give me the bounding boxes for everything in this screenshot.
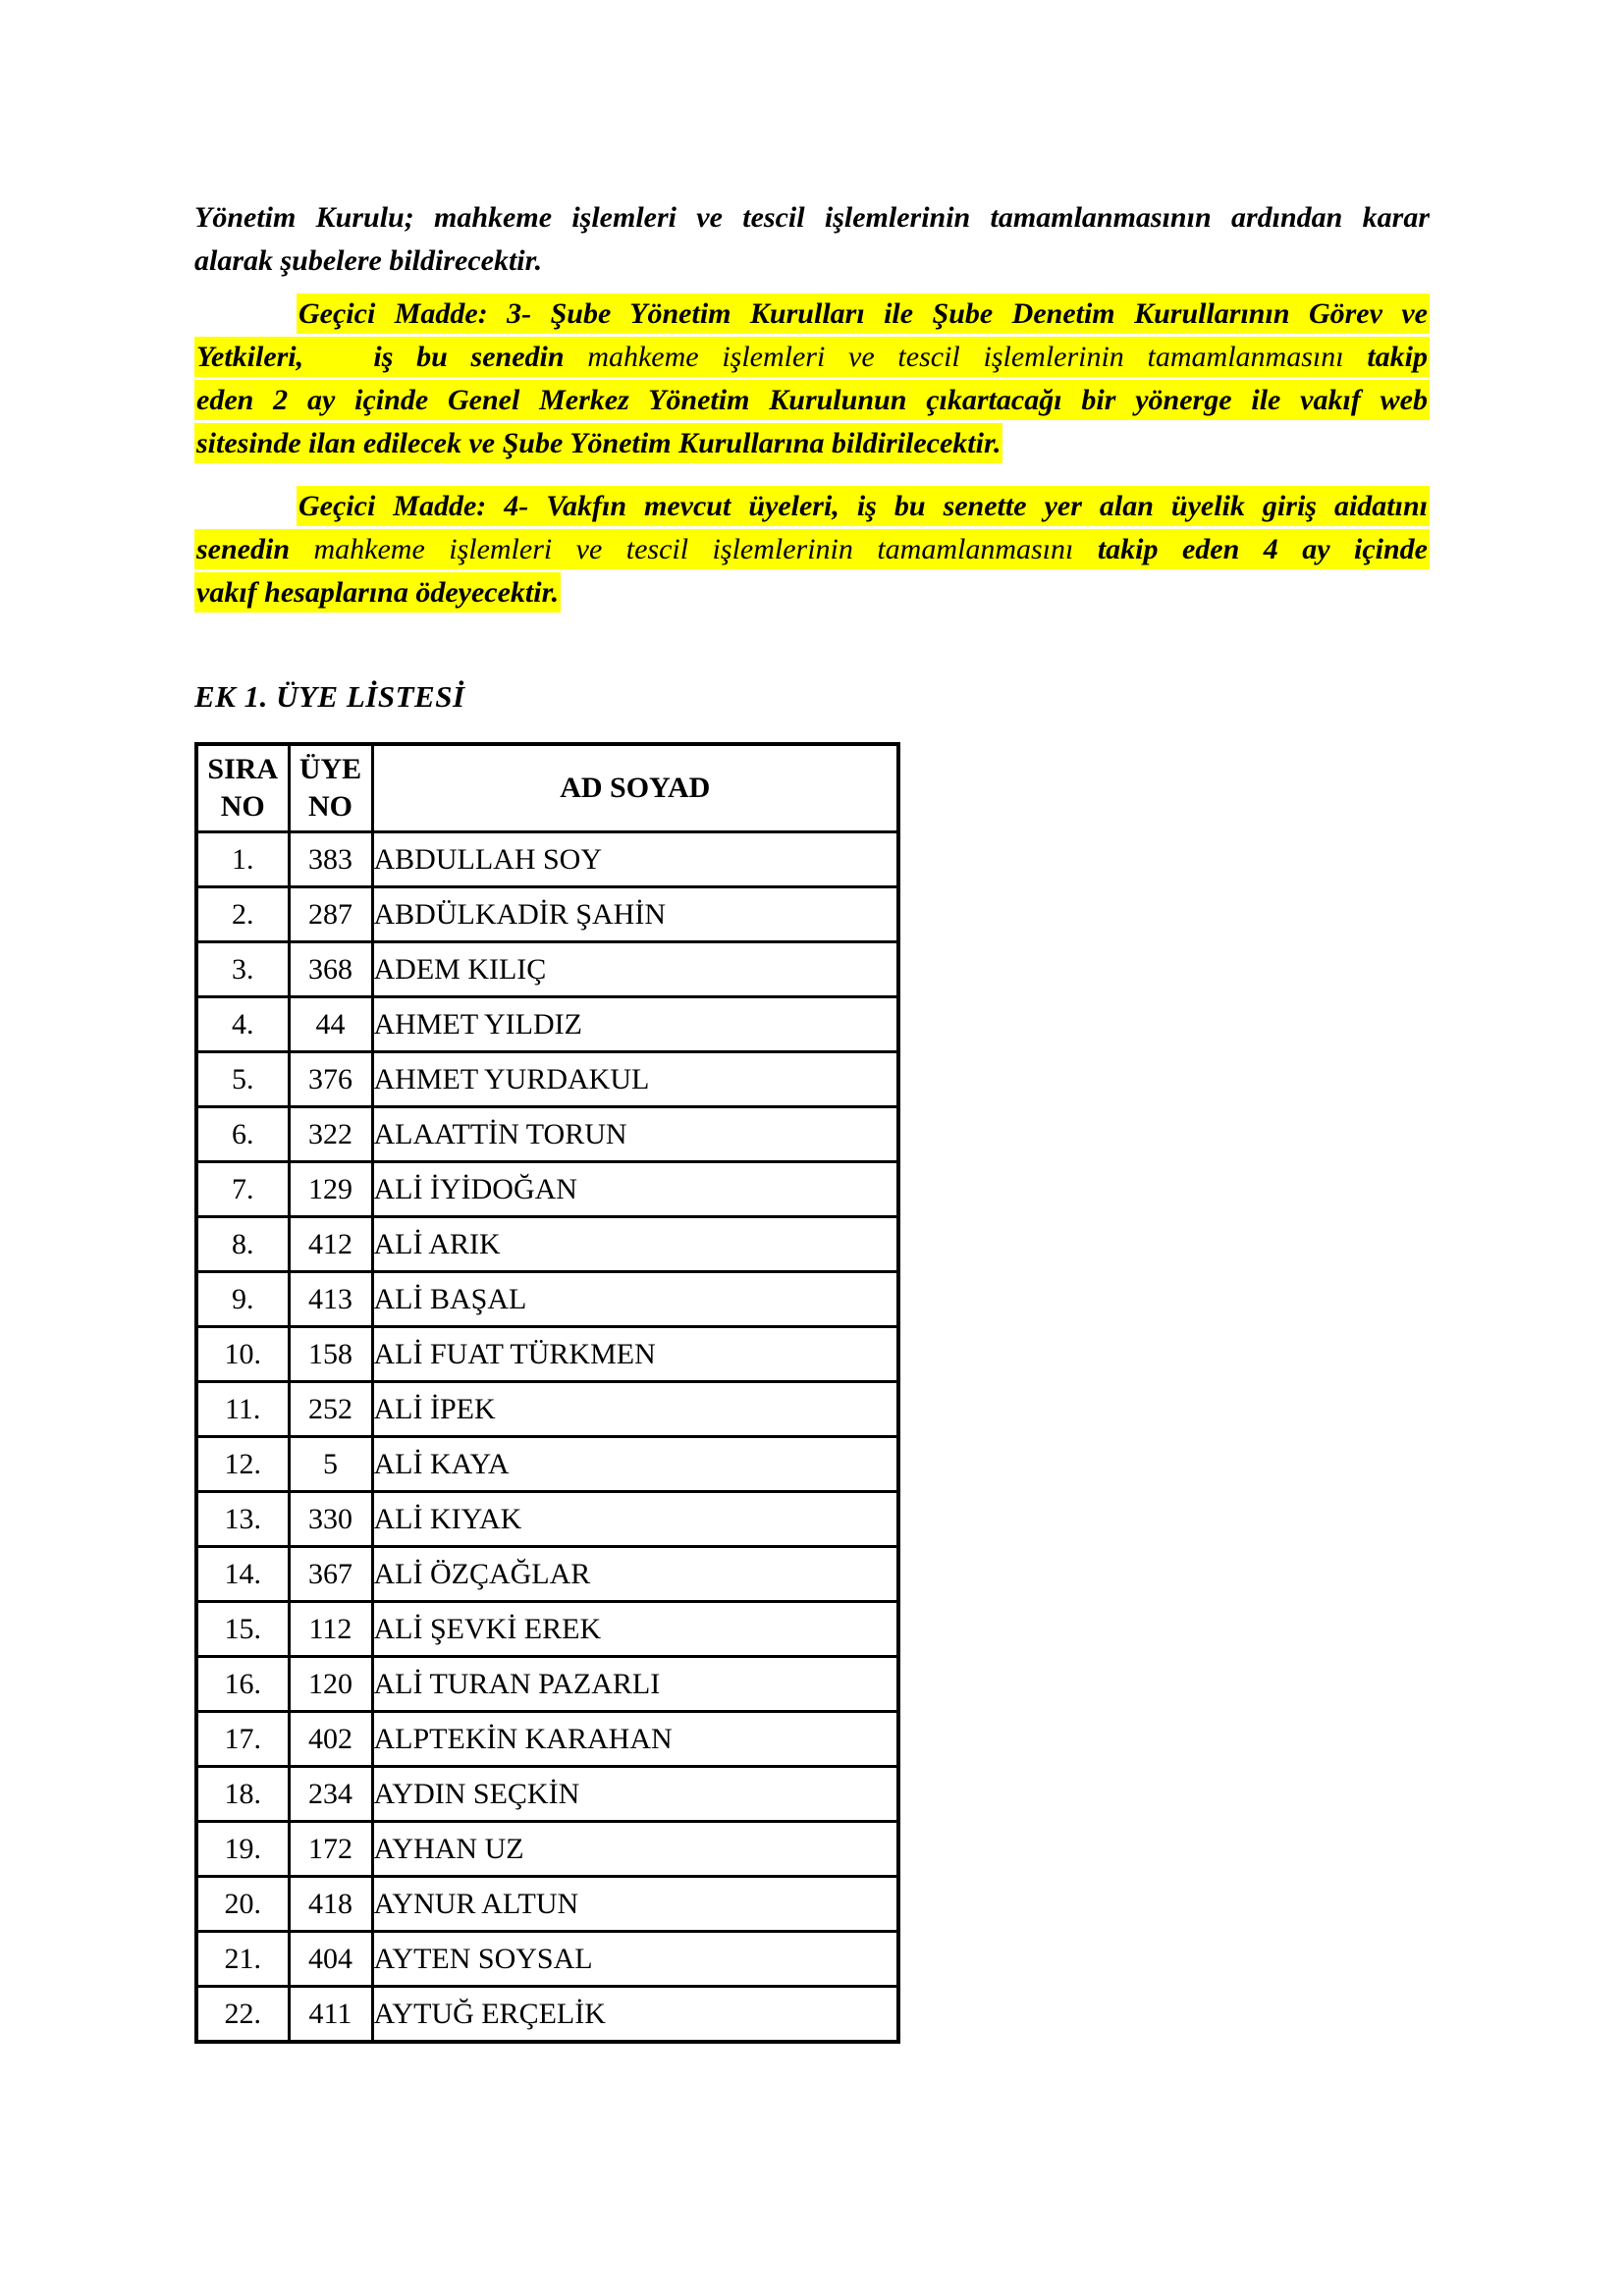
table-row (196, 1437, 898, 1492)
text-segment: vakıf hesaplarına ödeyecektir. (196, 576, 560, 609)
cell-uye-no: 367 (289, 1547, 372, 1602)
col-header-sira-no (196, 744, 289, 832)
cell-sira-no: 17. (196, 1712, 289, 1767)
table-row (196, 1162, 898, 1217)
table-row (196, 1492, 898, 1547)
paragraph-gecici-madde-3 (194, 293, 1430, 465)
cell-uye-no: 322 (289, 1107, 372, 1162)
cell-sira-no: 19. (196, 1822, 289, 1877)
cell-sira-no: 12. (196, 1437, 289, 1492)
cell-sira-no: 2. (196, 887, 289, 942)
table-row (196, 1547, 898, 1602)
cell-ad-soyad: ABDULLAH SOY (372, 832, 898, 887)
table-row (196, 1987, 898, 2043)
col-header-uye-line1: ÜYE (298, 753, 362, 785)
table-row (196, 1602, 898, 1657)
paragraph-intro (194, 196, 1430, 283)
cell-sira-no: 4. (196, 997, 289, 1052)
col-header-uye-no (289, 744, 372, 832)
cell-uye-no: 5 (289, 1437, 372, 1492)
member-table-header (196, 744, 898, 832)
text-line (194, 422, 1430, 465)
cell-uye-no: 383 (289, 832, 372, 887)
cell-sira-no: 1. (196, 832, 289, 887)
table-row (196, 997, 898, 1052)
col-header-sira-line1: SIRA (207, 753, 279, 785)
cell-ad-soyad: AHMET YURDAKUL (372, 1052, 898, 1107)
text-segment: takip eden 4 ay içinde (1073, 533, 1428, 565)
table-row (196, 1877, 898, 1932)
cell-ad-soyad: ALİ ŞEVKİ EREK (372, 1602, 898, 1657)
cell-uye-no: 252 (289, 1382, 372, 1437)
text-segment: sitesinde ilan edilecek ve Şube Yönetim Kurullarına bildirilecektir. (196, 427, 1001, 459)
cell-uye-no: 402 (289, 1712, 372, 1767)
cell-sira-no: 11. (196, 1382, 289, 1437)
table-row (196, 942, 898, 997)
text-line (194, 379, 1430, 422)
cell-ad-soyad: ALİ TURAN PAZARLI (372, 1657, 898, 1712)
table-row (196, 1932, 898, 1987)
cell-uye-no: 411 (289, 1987, 372, 2043)
text-segment: Yönetim Kurulu; mahkeme işlemleri ve tescil işlemlerinin tamamlanmasının ardından karar (194, 201, 1430, 234)
text-run (194, 201, 1430, 234)
cell-sira-no: 18. (196, 1767, 289, 1822)
text-line (194, 293, 1430, 336)
cell-uye-no: 158 (289, 1327, 372, 1382)
cell-ad-soyad: ALİ BAŞAL (372, 1272, 898, 1327)
col-header-ad-soyad: AD SOYAD (372, 744, 898, 832)
cell-sira-no: 9. (196, 1272, 289, 1327)
cell-sira-no: 14. (196, 1547, 289, 1602)
text-segment: Yetkileri, iş bu senedin (196, 341, 588, 373)
text-line (194, 240, 1430, 283)
member-table-body (196, 832, 898, 2043)
cell-ad-soyad: ALİ KAYA (372, 1437, 898, 1492)
cell-ad-soyad: AHMET YILDIZ (372, 997, 898, 1052)
table-row (196, 1052, 898, 1107)
table-row (196, 1657, 898, 1712)
cell-sira-no: 7. (196, 1162, 289, 1217)
cell-ad-soyad: AYHAN UZ (372, 1822, 898, 1877)
cell-sira-no: 5. (196, 1052, 289, 1107)
cell-uye-no: 234 (289, 1767, 372, 1822)
table-row (196, 1767, 898, 1822)
cell-sira-no: 3. (196, 942, 289, 997)
text-run (194, 244, 542, 277)
paragraph-gecici-madde-4 (194, 485, 1430, 614)
highlighted-text (194, 572, 561, 613)
text-segment: mahkeme işlemleri ve tescil işlemlerinin tamamlanmasını (313, 533, 1074, 565)
cell-uye-no: 368 (289, 942, 372, 997)
cell-ad-soyad: ALİ ARIK (372, 1217, 898, 1272)
highlighted-text (194, 380, 1430, 420)
cell-sira-no: 20. (196, 1877, 289, 1932)
text-line (194, 528, 1430, 571)
cell-uye-no: 418 (289, 1877, 372, 1932)
table-row (196, 1327, 898, 1382)
cell-sira-no: 15. (196, 1602, 289, 1657)
member-table (194, 742, 900, 2044)
table-row (196, 1217, 898, 1272)
table-row (196, 1822, 898, 1877)
cell-sira-no: 22. (196, 1987, 289, 2043)
table-row (196, 887, 898, 942)
cell-uye-no: 413 (289, 1272, 372, 1327)
text-line (194, 571, 1430, 614)
cell-uye-no: 129 (289, 1162, 372, 1217)
cell-ad-soyad: ALPTEKİN KARAHAN (372, 1712, 898, 1767)
text-line (194, 336, 1430, 379)
cell-sira-no: 10. (196, 1327, 289, 1382)
cell-sira-no: 13. (196, 1492, 289, 1547)
cell-ad-soyad: ALAATTİN TORUN (372, 1107, 898, 1162)
highlighted-text (194, 337, 1430, 377)
cell-uye-no: 330 (289, 1492, 372, 1547)
cell-ad-soyad: ADEM KILIÇ (372, 942, 898, 997)
cell-uye-no: 404 (289, 1932, 372, 1987)
table-row (196, 832, 898, 887)
cell-ad-soyad: ALİ FUAT TÜRKMEN (372, 1327, 898, 1382)
highlighted-text (297, 294, 1430, 334)
cell-ad-soyad: AYNUR ALTUN (372, 1877, 898, 1932)
highlighted-text (194, 529, 1430, 569)
cell-uye-no: 287 (289, 887, 372, 942)
text-segment: senedin (196, 533, 314, 565)
cell-uye-no: 44 (289, 997, 372, 1052)
col-header-uye-line2: NO (308, 790, 352, 823)
text-line (194, 196, 1430, 240)
cell-ad-soyad: AYTEN SOYSAL (372, 1932, 898, 1987)
table-row (196, 1382, 898, 1437)
table-row (196, 1107, 898, 1162)
col-header-sira-line2: NO (220, 790, 265, 823)
cell-ad-soyad: AYDIN SEÇKİN (372, 1767, 898, 1822)
cell-ad-soyad: ALİ İPEK (372, 1382, 898, 1437)
table-row (196, 1712, 898, 1767)
cell-ad-soyad: ALİ ÖZÇAĞLAR (372, 1547, 898, 1602)
highlighted-text (194, 423, 1002, 463)
cell-sira-no: 21. (196, 1932, 289, 1987)
text-segment: Geçici Madde: 3- Şube Yönetim Kurulları ile Şube Denetim Kurullarının Görev ve (298, 297, 1428, 330)
cell-ad-soyad: ALİ İYİDOĞAN (372, 1162, 898, 1217)
cell-uye-no: 376 (289, 1052, 372, 1107)
attachment-heading: EK 1. ÜYE LİSTESİ (194, 679, 465, 714)
cell-ad-soyad: ALİ KIYAK (372, 1492, 898, 1547)
cell-sira-no: 16. (196, 1657, 289, 1712)
text-segment: takip (1343, 341, 1428, 373)
cell-uye-no: 120 (289, 1657, 372, 1712)
cell-sira-no: 6. (196, 1107, 289, 1162)
cell-uye-no: 112 (289, 1602, 372, 1657)
text-segment: alarak şubelere bildirecektir. (194, 244, 543, 277)
text-segment: Geçici Madde: 4- Vakfın mevcut üyeleri, iş bu senette yer alan üyelik giriş aidatını (298, 490, 1428, 522)
cell-uye-no: 412 (289, 1217, 372, 1272)
cell-ad-soyad: ABDÜLKADİR ŞAHİN (372, 887, 898, 942)
cell-sira-no: 8. (196, 1217, 289, 1272)
text-segment: eden 2 ay içinde Genel Merkez Yönetim Kurulunun çıkartacağı bir yönerge ile vakıf web (196, 384, 1428, 416)
member-table-container (194, 742, 900, 2044)
highlighted-text (297, 486, 1430, 526)
cell-uye-no: 172 (289, 1822, 372, 1877)
text-line (194, 485, 1430, 528)
cell-ad-soyad: AYTUĞ ERÇELİK (372, 1987, 898, 2043)
table-row (196, 1272, 898, 1327)
text-segment: mahkeme işlemleri ve tescil işlemlerinin tamamlanmasını (587, 341, 1344, 373)
